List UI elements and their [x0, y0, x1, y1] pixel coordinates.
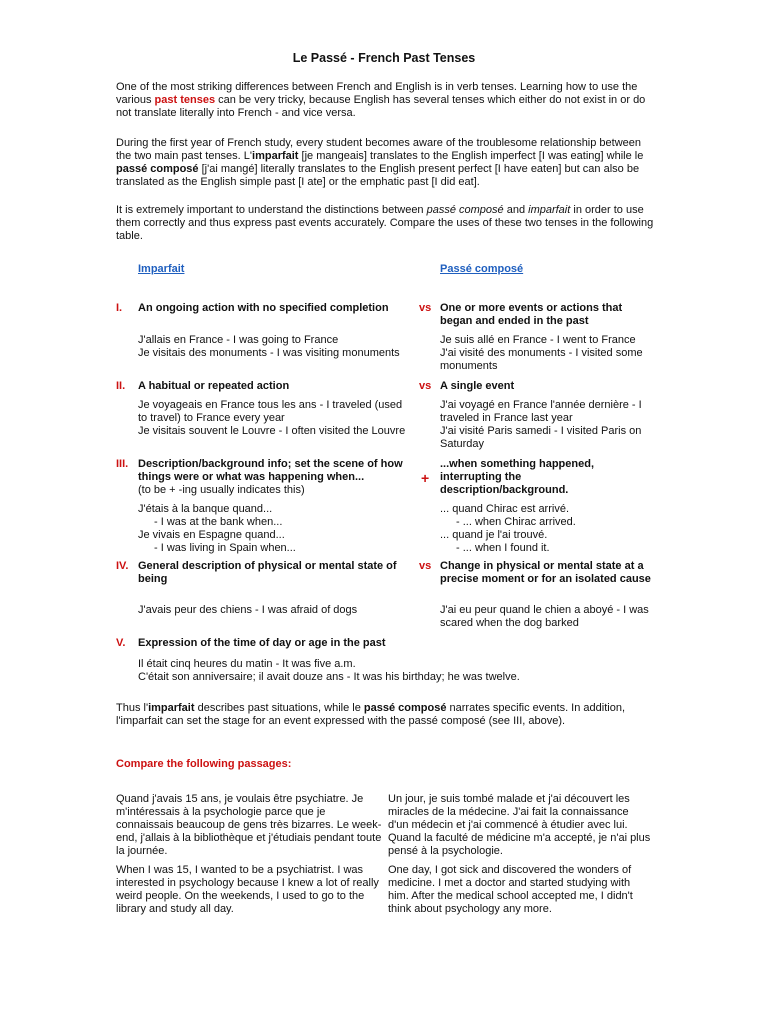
- intro-text: [j'ai mangé] literally translates to the English present perfect [I have eaten] but can also be translated as the English simple past [I ate] or the emphatic past [I did eat].: [116, 163, 640, 188]
- row-left-heading: A habitual or repeated action: [138, 380, 290, 392]
- summary-text: describes past situations, while le: [194, 702, 364, 714]
- passage-left-french: Quand j'avais 15 ans, je voulais être psychiatre. Je m'intéressais à la psychologie parce que je connaissais beaucoup de gens très bizarres. Le week-end, j'allais à la bibliothèque et j'étudiais pendant toute la journée.: [116, 793, 382, 857]
- vs-separator: vs: [419, 380, 432, 392]
- row-number: I.: [116, 302, 123, 314]
- imparfait-term: imparfait: [252, 150, 299, 162]
- summary-text: Thus l': [116, 702, 149, 714]
- row-right-examples: [440, 503, 652, 555]
- intro-text: and: [503, 204, 529, 216]
- header-imparfait[interactable]: [138, 263, 410, 276]
- row-left-heading-block: [138, 458, 410, 497]
- row-right-heading: A single event: [440, 380, 515, 392]
- row-left-heading: Expression of the time of day or age in the past: [138, 637, 386, 649]
- summary-text: narrates specific events. In addition, l'imparfait can set the stage for an event expressed with the passé composé (see III, above).: [116, 702, 625, 727]
- row-left-note: (to be + -ing usually indicates this): [138, 484, 305, 496]
- intro-text: It is extremely important to understand the distinctions between: [116, 204, 427, 216]
- row-number: II.: [116, 380, 126, 392]
- vs-separator: vs: [419, 302, 432, 314]
- passage-right-english: One day, I got sick and discovered the wonders of medicine. I met a doctor and started studying with him. After the medical school accepted me, I didn't think about psychology any more.: [388, 864, 633, 915]
- passe-compose-term: passé composé: [116, 163, 199, 175]
- example-line: J'ai eu peur quand le chien a aboyé - I was scared when the dog barked: [440, 604, 649, 629]
- example-line: J'ai visité des monuments - I visited some monuments: [440, 347, 643, 372]
- passage-left-english: When I was 15, I wanted to be a psychiatrist. I was interested in psychology because I knew a lot of really weird people. On the weekends, I used to go to the library and study all day.: [116, 864, 379, 915]
- row-left-heading: An ongoing action with no specified completion: [138, 302, 389, 314]
- intro-paragraph-2: [116, 137, 656, 189]
- imparfait-term: imparfait: [528, 204, 571, 216]
- example-line: Il était cinq heures du matin - It was five a.m.: [138, 658, 356, 670]
- page-title: Le Passé - French Past Tenses: [292, 51, 476, 65]
- row-left-heading: Description/background info; set the scene of how things were or what was happening when...: [138, 458, 403, 483]
- intro-paragraph-1: [116, 81, 656, 120]
- example-line: J'ai voyagé en France l'année dernière - I traveled in France last year: [440, 399, 642, 424]
- example-line: ... quand je l'ai trouvé.: [440, 529, 548, 541]
- row-left-examples: [138, 658, 658, 684]
- passe-compose-link[interactable]: Passé composé: [440, 263, 524, 275]
- imparfait-term: imparfait: [148, 702, 195, 714]
- example-line: Je visitais des monuments - I was visiting monuments: [138, 347, 400, 359]
- example-line: - I was living in Spain when...: [154, 542, 296, 554]
- row-right-heading: Change in physical or mental state at a precise moment or for an isolated cause: [440, 560, 651, 585]
- plus-separator: +: [421, 470, 430, 486]
- intro-text: During the first year of French study, every student becomes aware of the troublesome relationship between the two main past tenses. L': [116, 137, 642, 162]
- example-line: Je suis allé en France - I went to France: [440, 334, 636, 346]
- intro-text: can be very tricky, because English has several tenses which either do not exist in or do not translate literally into French - and vice versa.: [116, 94, 646, 119]
- intro-text: in order to use them correctly and thus express past events accurately. Compare the uses of these two tenses in the following table.: [116, 204, 654, 242]
- example-line: Je visitais souvent le Louvre - I often visited the Louvre: [138, 425, 406, 437]
- passe-compose-term: passé composé: [426, 204, 504, 216]
- summary-paragraph: [116, 702, 656, 728]
- row-number: III.: [116, 458, 129, 470]
- passage-right-french: Un jour, je suis tombé malade et j'ai découvert les miracles de la médecine. J'ai fait la connaissance d'un médecin et j'ai commencé à étudier avec lui. Quand la faculté de médicine m'a accepté, je n'ai plus pensé à la psychologie.: [388, 793, 651, 857]
- row-right-examples: [440, 334, 652, 373]
- example-line: - I was at the bank when...: [154, 516, 283, 528]
- example-line: J'allais en France - I was going to France: [138, 334, 339, 346]
- example-line: C'était son anniversaire; il avait douze ans - It was his birthday; he was twelve.: [138, 671, 520, 683]
- row-left-examples: [138, 503, 410, 555]
- intro-text: One of the most striking differences between French and English is in verb tenses. Learning how to use the various: [116, 81, 638, 106]
- example-line: J'avais peur des chiens - I was afraid of dogs: [138, 604, 358, 616]
- row-left-examples: [138, 334, 410, 360]
- row-left-heading: General description of physical or mental state of being: [138, 560, 397, 585]
- example-line: - ... when I found it.: [456, 542, 550, 554]
- example-line: Je vivais en Espagne quand...: [138, 529, 285, 541]
- example-line: ... quand Chirac est arrivé.: [440, 503, 570, 515]
- intro-text: [je mangeais] translates to the English imperfect [I was eating] while le: [298, 150, 644, 162]
- row-right-heading: ...when something happened, interrupting the description/background.: [440, 458, 595, 496]
- row-right-heading: One or more events or actions that began and ended in the past: [440, 302, 623, 327]
- example-line: - ... when Chirac arrived.: [456, 516, 576, 528]
- intro-paragraph-3: [116, 204, 656, 243]
- compare-heading: Compare the following passages:: [116, 758, 292, 770]
- header-passe-compose[interactable]: [440, 263, 652, 276]
- row-left-examples: [138, 604, 410, 617]
- row-right-examples: [440, 399, 652, 451]
- example-line: J'ai visité Paris samedi - I visited Paris on Saturday: [440, 425, 642, 450]
- row-number: V.: [116, 637, 126, 649]
- example-line: J'étais à la banque quand...: [138, 503, 273, 515]
- past-tenses-highlight: past tenses: [154, 94, 216, 106]
- imparfait-link[interactable]: Imparfait: [138, 263, 185, 275]
- passe-compose-term: passé composé: [363, 702, 447, 714]
- example-line: Je voyageais en France tous les ans - I traveled (used to travel) to France every year: [138, 399, 403, 424]
- row-right-examples: [440, 604, 652, 630]
- row-left-examples: [138, 399, 410, 438]
- vs-separator: vs: [419, 560, 432, 572]
- row-number: IV.: [116, 560, 129, 572]
